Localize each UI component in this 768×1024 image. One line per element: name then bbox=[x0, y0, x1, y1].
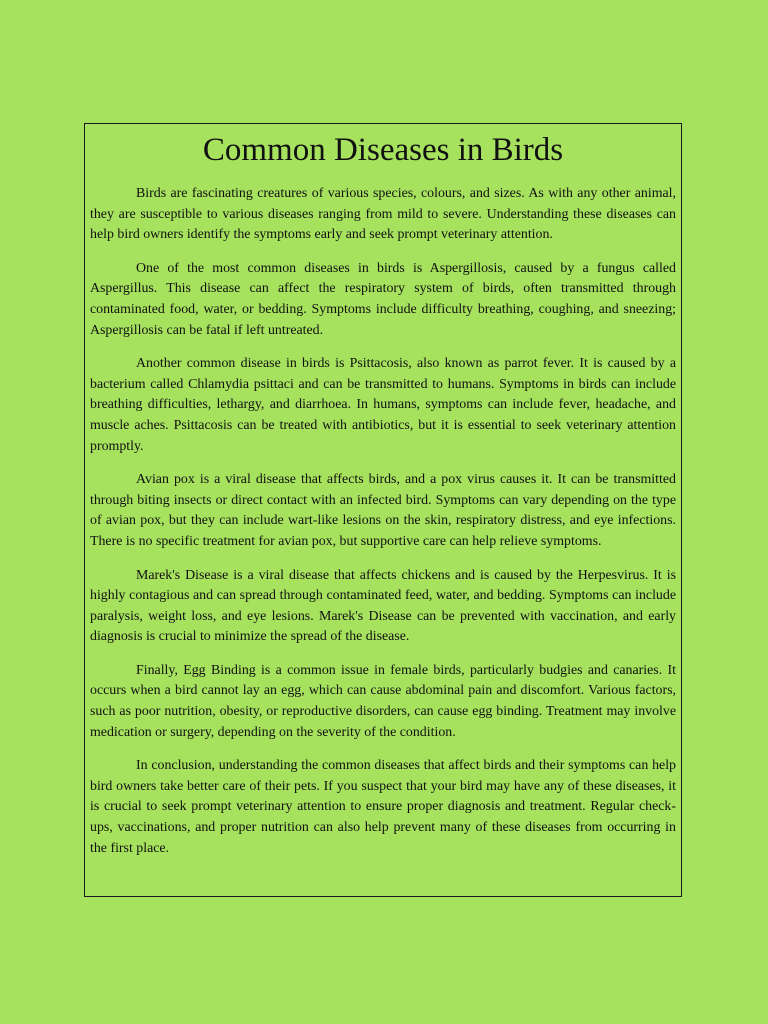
paragraph-psittacosis: Another common disease in birds is Psittacosis, also known as parrot fever. It is caused by a bacterium called Chlamydia psittaci and can be transmitted to humans. Symptoms in birds can include breathing difficulties, lethargy, and diarrhoea. In humans, symptoms can include fever, headache, and muscle aches. Psittacosis can be treated with antibiotics, but it is essential to seek veterinary attention promptly. bbox=[90, 356, 676, 454]
paragraph-introduction: Birds are fascinating creatures of various species, colours, and sizes. As with any other animal, they are susceptible to various diseases ranging from mild to severe. Understanding these diseases can help bird owners identify the symptoms early and seek prompt veterinary attention. bbox=[90, 186, 676, 243]
paragraph-mareks-disease: Marek's Disease is a viral disease that affects chickens and is caused by the Herpesvirus. It is highly contagious and can spread through contaminated feed, water, and bedding. Symptoms can include paralysis, weight loss, and eye lesions. Marek's Disease can be prevented with vaccination, and early diagnosis is crucial to minimize the spread of the disease. bbox=[90, 567, 676, 645]
paragraph-conclusion: In conclusion, understanding the common diseases that affect birds and their symptoms can help bird owners take better care of their pets. If you suspect that your bird may have any of these diseases, it is crucial to seek prompt veterinary attention to ensure proper diagnosis and treatment. Regular check-ups, vaccinations, and proper nutrition can also help prevent many of these diseases from occurring in the first place. bbox=[90, 758, 676, 856]
paragraph-egg-binding: Finally, Egg Binding is a common issue in female birds, particularly budgies and canaries. It occurs when a bird cannot lay an egg, which can cause abdominal pain and discomfort. Various factors, such as poor nutrition, obesity, or reproductive disorders, can cause egg binding. Treatment may involve medication or surgery, depending on the severity of the condition. bbox=[90, 662, 676, 740]
document-frame bbox=[84, 123, 682, 897]
paragraph-aspergillosis: One of the most common diseases in birds is Aspergillosis, caused by a fungus called Aspergillus. This disease can affect the respiratory system of birds, often transmitted through contaminated food, water, or bedding. Symptoms include difficulty breathing, coughing, and sneezing; Aspergillosis can be fatal if left untreated. bbox=[90, 260, 676, 338]
paragraph-avian-pox: Avian pox is a viral disease that affects birds, and a pox virus causes it. It can be transmitted through biting insects or direct contact with an infected bird. Symptoms can vary depending on the type of avian pox, but they can include wart-like lesions on the skin, respiratory distress, and eye infections. There is no specific treatment for avian pox, but supportive care can help relieve symptoms. bbox=[90, 472, 676, 549]
page-title: Common Diseases in Birds bbox=[202, 132, 564, 168]
